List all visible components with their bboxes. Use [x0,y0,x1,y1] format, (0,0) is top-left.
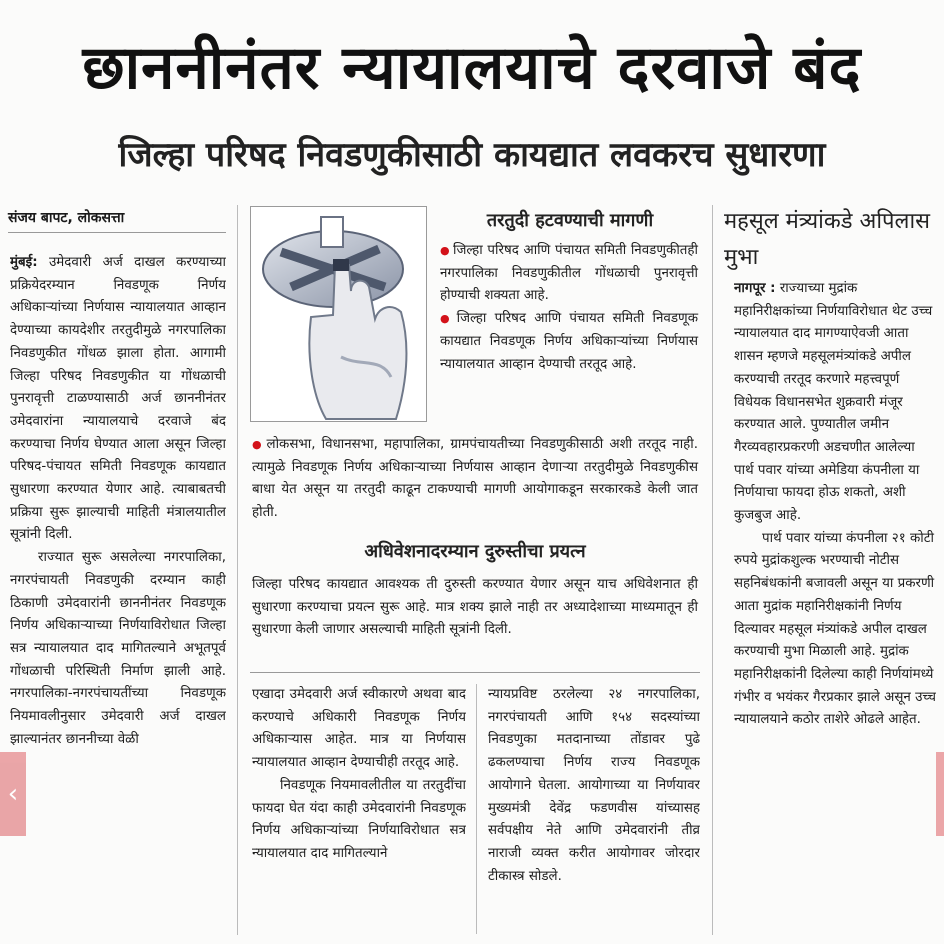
red-dot-icon: ● [440,244,450,257]
col1-para-1 [10,252,226,547]
byline-rule [8,232,226,233]
dateline-mumbai: मुंबई: [10,255,38,270]
section2-title: अधिवेशनादरम्यान दुरुस्तीचा प्रयत्न [364,541,586,562]
subheadline: जिल्हा परिषद निवडणुकीसाठी कायद्यात लवकरच सुधारणा [118,135,826,175]
side-article [734,278,936,938]
article-col-3 [488,684,700,936]
side-title: महसूल मंत्र्यांकडे अपिलास मुभा [724,209,931,270]
byline: संजय बापट, लोकसत्ता [8,210,125,226]
headline: छाननीनंतर न्यायालयाचे दरवाजे बंद [82,33,862,103]
box-bullet-1-text: जिल्हा परिषद आणि पंचायत समिती निवडणुकीतही नगरपालिका निवडणुकीतील गोंधळाची पुनरावृत्ती होण्याची शक्यता आहे. [440,243,698,304]
red-dot-icon: ● [252,438,264,451]
chevron-left-icon[interactable]: ‹ [0,752,26,836]
article-col-1 [10,252,226,942]
col1-para-2: राज्यात सुरू असलेल्या नगरपालिका, नगरपंचायती निवडणुकी दरम्यान काही ठिकाणी उमेदवारांनी छाननीनंतर निवडणूक निर्णय अधिकाऱ्याच्या निर्णयाविरोधात जिल्हा सत्र न्यायालयात दाद मागितल्याने अभूतपूर्व गोंधळाची परिस्थिती निर्माण झाली आहे. नगरपालिका-नगरपंचायतींच्या निवडणूक नियमावलीनुसार उमेदवारी अर्ज दाखल झाल्यानंतर छाननीच्या वेळी [10,550,226,747]
col1-text-1: उमेदवारी अर्ज दाखल करण्याच्या प्रक्रियेदरम्यान निवडणूक निर्णय अधिकाऱ्यांच्या निर्णयास न्यायालयात आव्हान देण्याच्या कायदेशीर तरतुदीमुळे नगरपालिका निवडणुकीत गोंधळ झाला होता. आगामी जिल्हा परिषद निवडणुकीत या गोंधळाची पुनरावृत्ती टाळण्यासाठी अर्ज छाननीनंतर उमेदवारांना न्यायालयाचे दरवाजे बंद करण्याचा निर्णय घेण्यात आला असून जिल्हा परिषद-पंचायत समिती निवडणूक कायद्यात सुधारणा करण्यात येणार आहे. त्याबाबतची प्रक्रिया सुरू झाल्याची माहिती मंत्रालयातील सूत्रांनी दिली. [10,255,226,543]
red-dot-icon: ● [440,312,454,326]
divider-left [237,205,238,935]
box-bullet-2 [440,308,698,376]
col3-para-1: न्यायप्रविष्ट ठरलेल्या २४ नगरपालिका, नगरपंचायती आणि १५४ सदस्यांच्या निवडणुका मतदानाच्या तोंडावर पुढे ढकलण्याचा निर्णय राज्य निवडणूक आयोगाने घेतला. आयोगाच्या या निर्णयावर मुख्यमंत्री देवेंद्र फडणवीस यांच्यासह सर्वपक्षीय नेते आणि उमेदवारांनी तीव्र नाराजी व्यक्त करीत आयोगावर जोरदार टीकास्त्र सोडले. [488,687,700,884]
side-text-1: राज्याच्या मुद्रांक महानिरीक्षकांच्या निर्णयाविरोधात थेट उच्च न्यायालयात दाद मागण्याऐवजी आता शासन म्हणजे महसूलमंत्र्यांकडे अपील करण्याची तरतूद करणारे महत्त्वपूर्ण विधेयक विधानसभेत शुक्रवारी मंजूर करण्यात आले. पुण्यातील जमीन गैरव्यवहारप्रकरणी अडचणीत आलेल्या पार्थ पवार यांच्या अमेडिया कंपनीला या निर्णयाचा फायदा होऊ शकतो, अशी कुजबुज आहे. [734,281,933,524]
voting-hand-illustration [250,206,427,422]
side-para-1 [734,278,936,528]
box-bullets [440,240,698,376]
side-para-2: पार्थ पवार यांच्या कंपनीला २१ कोटी रुपये मुद्रांकशुल्क भरण्याची नोटीस सहनिबंधकांनी बजावली असून या प्रकरणी आता मुद्रांक महानिरीक्षकांनी निर्णय दिल्यावर महसूल मंत्र्यांकडे अपील दाखल करण्याची मुभा मिळाली आहे. मुद्रांक महानिरीक्षकांनी दिलेल्या काही निर्णयांमध्ये गंभीर व भयंकर गैरप्रकार झाले असून उच्च न्यायालयाने कठोर ताशेरे ओढले आहेत. [734,530,936,728]
box-bullet-2-text: जिल्हा परिषद आणि पंचायत समिती निवडणूक कायद्यात निवडणूक निर्णय अधिकाऱ्यांच्या निर्णयास न्यायालयात आव्हान देण्याची तरतूद आहे. [440,311,698,372]
box-title: तरतुदी हटवण्याची मागणी [486,210,654,231]
voting-hand-icon [251,207,426,421]
divider-right [712,205,713,935]
box-bullet-1 [440,240,698,308]
section-rule [250,672,700,673]
col2-para-1: एखादा उमेदवारी अर्ज स्वीकारणे अथवा बाद करण्याचे अधिकारी निवडणूक निर्णय अधिकाऱ्यास आहेत. मात्र या निर्णयास न्यायालयात आव्हान देण्याचीही तरतूद आहे. [252,687,466,771]
article-col-2 [252,684,466,936]
box-bullet-3-text: लोकसभा, विधानसभा, महापालिका, ग्रामपंचायतीच्या निवडणुकीसाठी अशी तरतूद नाही. त्यामुळे निवडणूक निर्णय अधिकाऱ्याच्या निर्णयास आव्हान देणाऱ्या तरतुदीमुळे निवडणुकीस बाधा येत असून या तरतुदी काढून टाकण्याची मागणी आयोगाकडून सरकारकडे केली जात होती. [252,437,698,521]
divider-mid [476,684,477,934]
next-page-edge[interactable] [936,752,944,836]
section2-text: जिल्हा परिषद कायद्यात आवश्यक ती दुरुस्ती करण्यात येणार असून याच अधिवेशनात ही सुधारणा करण्याचा प्रयत्न सुरू आहे. मात्र शक्य झाले नाही तर अध्यादेशाच्या माध्यमातून ही सुधारणा केली जाणार असल्याची माहिती सूत्रांनी दिली. [252,577,698,638]
dateline-nagpur: नागपूर : [734,281,776,296]
col2-para-2: निवडणूक नियमावलीतील या तरतुदींचा फायदा घेत यंदा काही उमेदवारांनी निवडणूक निर्णय अधिकाऱ्यांच्या निर्णयाविरोधात सत्र न्यायालयात दाद मागितल्याने [252,777,466,861]
box-bullet-3 [252,434,698,525]
